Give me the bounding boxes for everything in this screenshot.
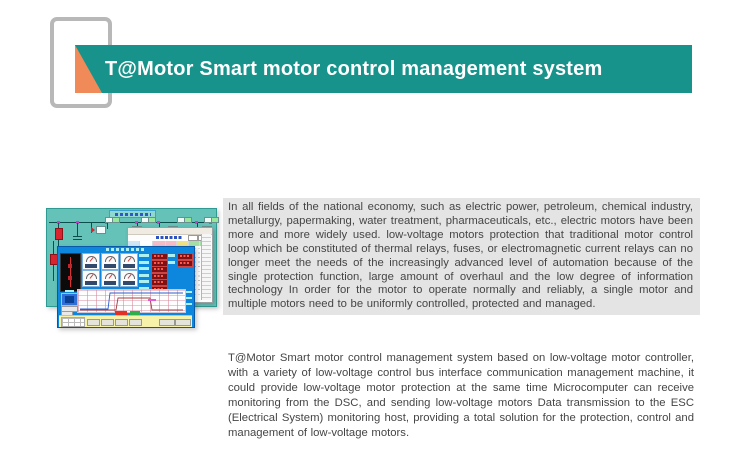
measurement-value-display [177,253,193,260]
description-paragraph: T@Motor Smart motor control management system based on low-voltage motor controller, with a variety of low-voltage control bus interface communication management machine, it could provide low-voltage motor protection at the same time Microcomputer can receive monitoring from the DSC, and sending low-voltage motors Data transmission to the ESC (Electrical System) monitoring host, providing a total solution for the protection, control and management of low-voltage motors. [228,352,694,439]
chart-legend-mark [186,303,192,305]
measurement-value-display [177,260,193,267]
analog-gauge [120,270,138,287]
title-banner [75,45,692,93]
trend-chart [77,289,186,313]
analog-gauge [82,270,100,287]
feeder-line [107,223,108,229]
table-side-list [201,234,211,300]
measurement-value-display [151,253,168,260]
orange-triangle-decoration [75,45,102,93]
measurement-label [139,280,149,283]
measurement-label [168,261,175,264]
analog-gauge [101,253,119,270]
toolbar-button [175,319,191,326]
motor-circuit-panel [60,253,81,292]
page-title: T@Motor Smart motor control management system [105,57,603,80]
intro-paragraph-box [223,198,700,315]
toolbar-button [87,319,100,326]
equipment-status-box [211,217,219,223]
analog-gauge [101,270,119,287]
feeder-line [77,223,78,237]
chart-axis-label [65,290,74,292]
software-screenshot-collage [46,208,215,327]
measurement-label [139,267,149,270]
hmi-window-title [106,248,146,251]
equipment-status-box [148,217,156,223]
equipment-status-box [184,217,192,223]
table-window-titlebar [128,228,212,235]
measurement-value-display [151,266,168,273]
toolbar-button [129,319,142,326]
circuit-node [68,264,72,268]
toolbar-button [101,319,114,326]
capacitor-symbol [73,236,82,237]
measurement-label [168,254,175,257]
measurement-value-display [151,279,168,286]
flow-arrow-icon [91,227,95,233]
equipment-label-box [96,226,106,234]
circuit-node [68,276,72,280]
chart-legend-mark [186,291,192,293]
toolbar-button [159,319,175,326]
analog-gauge [82,253,100,270]
breaker-symbol [55,228,63,240]
toolbar-button [115,319,128,326]
device-thumbnail [61,293,78,306]
chart-legend-mark [186,297,192,299]
equipment-status-box [112,217,120,223]
hmi-monitor-window-preview [57,246,195,328]
intro-paragraph: In all fields of the national economy, such as electric power, petroleum, chemical industry, metallurgy, papermaking, water treatment, pharmaceuticals, etc., electric motors have been more and more widely used. low-voltage motors protection that traditional motor control loop which be constituted of thermal relays, fuses, or electromagnetic current relays can no longer meet the needs of the increasingly advanced level of automation because of the single protection function, large amount of overhaul and the low degree of information technology In order for the motor to operate normally and reliably, a single motor and multiple motors need to be uniformly controlled, protected and managed. [228,201,693,311]
hmi-toolbar [59,315,192,327]
chart-annotation [148,299,156,301]
table-window-title [156,236,182,239]
measurement-label [139,274,149,277]
measurement-label [139,261,149,264]
measurement-label [139,254,149,257]
analog-gauge [120,253,138,270]
capacitor-symbol [73,239,82,240]
toolbar-input-grid [61,317,85,327]
